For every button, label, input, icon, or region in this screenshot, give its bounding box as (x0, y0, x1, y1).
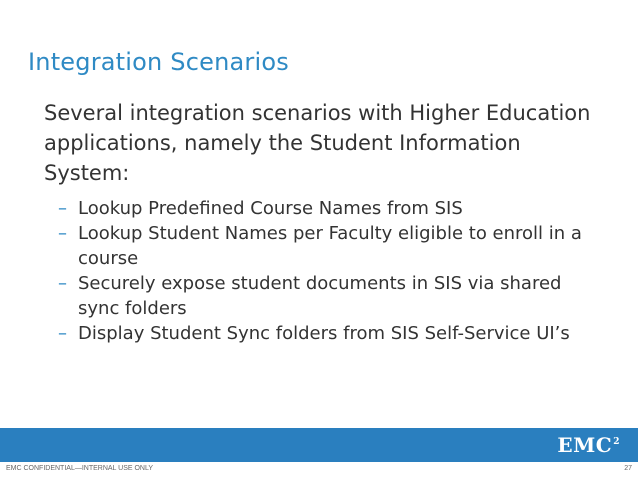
page-number: 27 (624, 465, 632, 472)
bullet-dash: – (58, 323, 67, 344)
bullet-item (58, 271, 598, 321)
bullet-dash: – (58, 223, 67, 244)
slide-title: Integration Scenarios (28, 48, 289, 76)
footer-bar (0, 428, 638, 462)
bullet-item (58, 196, 598, 221)
bullet-text: Securely expose student documents in SIS via shared sync folders (78, 273, 562, 319)
emc-logo (557, 434, 620, 456)
bullet-item (58, 321, 598, 346)
logo-text: EMC (557, 433, 613, 457)
bullet-dash: – (58, 198, 67, 219)
logo-superscript: 2 (613, 437, 620, 447)
bullet-text: Lookup Predefined Course Names from SIS (78, 198, 463, 219)
bullet-text: Lookup Student Names per Faculty eligible to enroll in a course (78, 223, 582, 269)
bullet-item (58, 221, 598, 271)
intro-paragraph: Several integration scenarios with Higher Education applications, namely the Student Information System: (44, 101, 591, 185)
bullet-list (58, 196, 598, 346)
bullet-dash: – (58, 273, 67, 294)
confidential-notice: EMC CONFIDENTIAL—INTERNAL USE ONLY (6, 465, 154, 472)
bullet-text: Display Student Sync folders from SIS Self-Service UI’s (78, 323, 570, 344)
